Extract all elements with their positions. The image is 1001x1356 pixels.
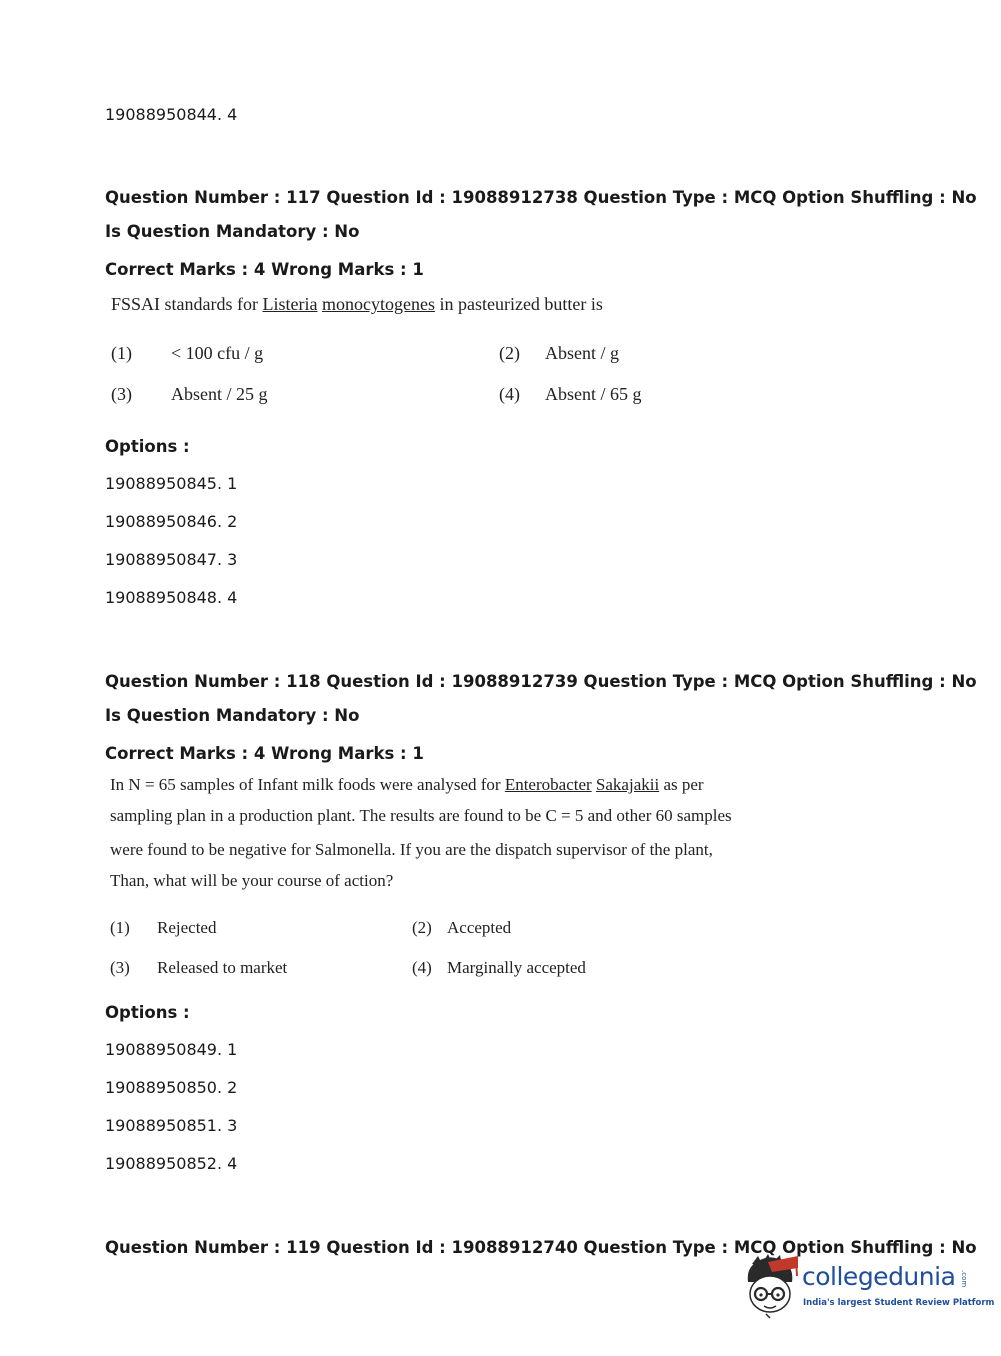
stem-term: Listeria xyxy=(262,294,318,314)
stem-text: in pasteurized butter is xyxy=(434,294,603,314)
stem-term: Enterobacter xyxy=(504,775,592,794)
option-line: 19088950851. 3 xyxy=(105,1116,238,1135)
option-line: 19088950847. 3 xyxy=(105,550,238,569)
question-header: Question Number : 117 Question Id : 19088912738 Question Type : MCQ Option Shuffling : No xyxy=(105,188,977,207)
question-stem-line-1: In N = 65 samples of Infant milk foods were analysed for Enterobacter Sakajakii as per xyxy=(110,775,704,794)
stem-text: FSSAI standards for xyxy=(111,294,263,314)
question-mandatory: Is Question Mandatory : No xyxy=(105,706,360,725)
logo-tagline: India's largest Student Review Platform xyxy=(803,1298,995,1308)
question-marks: Correct Marks : 4 Wrong Marks : 1 xyxy=(105,260,424,279)
question-stem xyxy=(111,294,603,315)
mascot-icon xyxy=(742,1252,800,1320)
collegedunia-logo xyxy=(742,1252,995,1322)
option-line: 19088950846. 2 xyxy=(105,512,238,531)
stem-term: Sakajakii xyxy=(595,775,660,794)
choice-1: (1) < 100 cfu / g xyxy=(111,343,264,363)
choice-4: (4) Absent / 65 g xyxy=(499,384,642,404)
logo-com: .com xyxy=(960,1270,968,1288)
option-line: 19088950852. 4 xyxy=(105,1154,238,1173)
option-line: 19088950845. 1 xyxy=(105,474,238,493)
question-mandatory: Is Question Mandatory : No xyxy=(105,222,360,241)
question-header: Question Number : 118 Question Id : 19088912739 Question Type : MCQ Option Shuffling : No xyxy=(105,672,977,691)
choice-3: (3) Absent / 25 g xyxy=(111,384,268,404)
question-stem-line-2: sampling plan in a production plant. The results are found to be C = 5 and other 60 samples xyxy=(110,806,732,825)
choice-2: (2) Accepted xyxy=(412,918,512,937)
logo-brand: collegedunia xyxy=(802,1262,956,1291)
options-label: Options : xyxy=(105,1003,190,1022)
question-marks: Correct Marks : 4 Wrong Marks : 1 xyxy=(105,744,424,763)
choice-2: (2) Absent / g xyxy=(499,343,619,363)
choice-4: (4) Marginally accepted xyxy=(412,958,586,977)
question-header: Question Number : 119 Question Id : 19088912740 Question Type : MCQ Option Shuffling : No xyxy=(105,1238,977,1257)
option-line: 19088950848. 4 xyxy=(105,588,238,607)
options-label: Options : xyxy=(105,437,190,456)
option-line: 19088950849. 1 xyxy=(105,1040,238,1059)
option-line: 19088950844. 4 xyxy=(105,105,238,124)
option-line: 19088950850. 2 xyxy=(105,1078,238,1097)
question-stem-line-3: were found to be negative for Salmonella. If you are the dispatch supervisor of the plant, xyxy=(110,840,713,859)
choice-3: (3) Released to market xyxy=(110,958,288,977)
choice-1: (1) Rejected xyxy=(110,918,217,937)
question-stem-line-4: Than, what will be your course of action? xyxy=(110,871,394,890)
stem-term: monocytogenes xyxy=(321,294,435,314)
